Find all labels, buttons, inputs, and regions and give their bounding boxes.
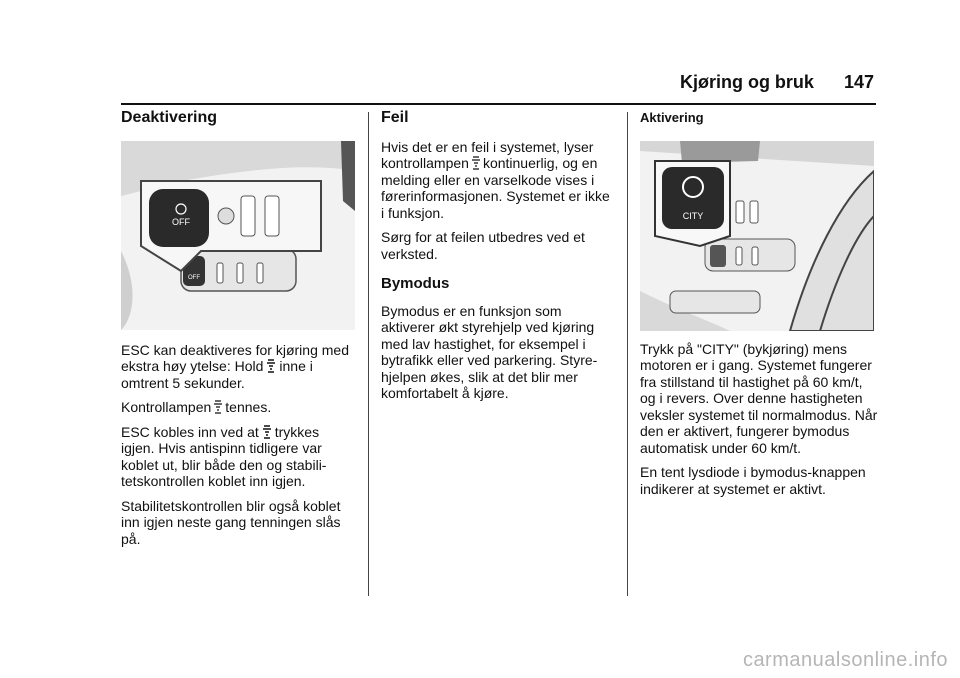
paragraph-1: ESC kan deaktiveres for kjøring med ekstra høy ytelse: Hold inne i omtrent 5 sekunder. [121,341,349,391]
paragraph-3: ESC kobles inn ved at trykkes igjen. Hvis antispinn tidligere var koblet ut, blir både den og stabili-tetskontrollen koblet inn igjen. [121,423,327,489]
paragraph-bymodus: Bymodus er en funksjon som aktiverer økt styrehjelp ved kjøring med lav hastighet, for eksempel i bytrafikk eller ved parkering. Styre-hjelpen økes, slik at det blir mer komfortabelt å kjøre. [381,302,598,401]
heading-feil: Feil [381,109,409,126]
city-btn-label: CITY [682,210,704,221]
paragraph-feil-2: Sørg for at feilen utbedres ved et verksted. [381,229,585,262]
column-divider-2 [627,112,628,596]
esc-small-btn-label: OFF [188,274,200,281]
heading-aktivering: Aktivering [640,110,704,125]
page-header [680,72,874,93]
paragraph-2: Kontrollampen tennes. [121,399,272,415]
paragraph-aktivering-2: En tent lysdiode i bymodus-knappen indikerer at systemet er aktivt. [640,464,866,497]
esc-lamp-icon [213,400,223,415]
esc-off-switch-figure [121,141,355,330]
column-aktivering [640,110,878,505]
watermark: carmanualsonline.info [742,649,948,671]
esc-btn-label: OFF [172,216,190,227]
paragraph-feil-1: Hvis det er en feil i systemet, lyser kontrollampen kontinuerlig, og en melding eller en varselkode vises i førerinformasjonen. Systemet er ikke i funksjon. [381,138,610,221]
section-title: Kjøring og bruk [679,72,814,92]
esc-lamp-icon [471,156,481,171]
city-button-figure [640,141,874,331]
esc-off-icon [265,359,277,374]
esc-off-icon [261,425,273,440]
heading-deaktivering: Deaktivering [121,109,218,126]
page-number: 147 [843,72,874,92]
column-divider-1 [368,112,369,596]
paragraph-4: Stabilitetskontrollen blir også koblet inn igjen neste gang tenningen slås på. [121,497,341,547]
paragraph-aktivering-1: Trykk på "CITY" (bykjøring) mens motoren er i gang. Systemet fungerer fra stillstand til hastighet på 60 km/t, og i revers. Over denne hastigheten veksler systemet til normalmodus. Når den er aktivert, fungerer bymodus automatisk under 60 km/t. [640,340,878,456]
column-deaktivering [121,110,355,555]
header-rule [121,103,876,105]
column-feil [381,110,613,410]
heading-bymodus: Bymodus [381,275,450,292]
